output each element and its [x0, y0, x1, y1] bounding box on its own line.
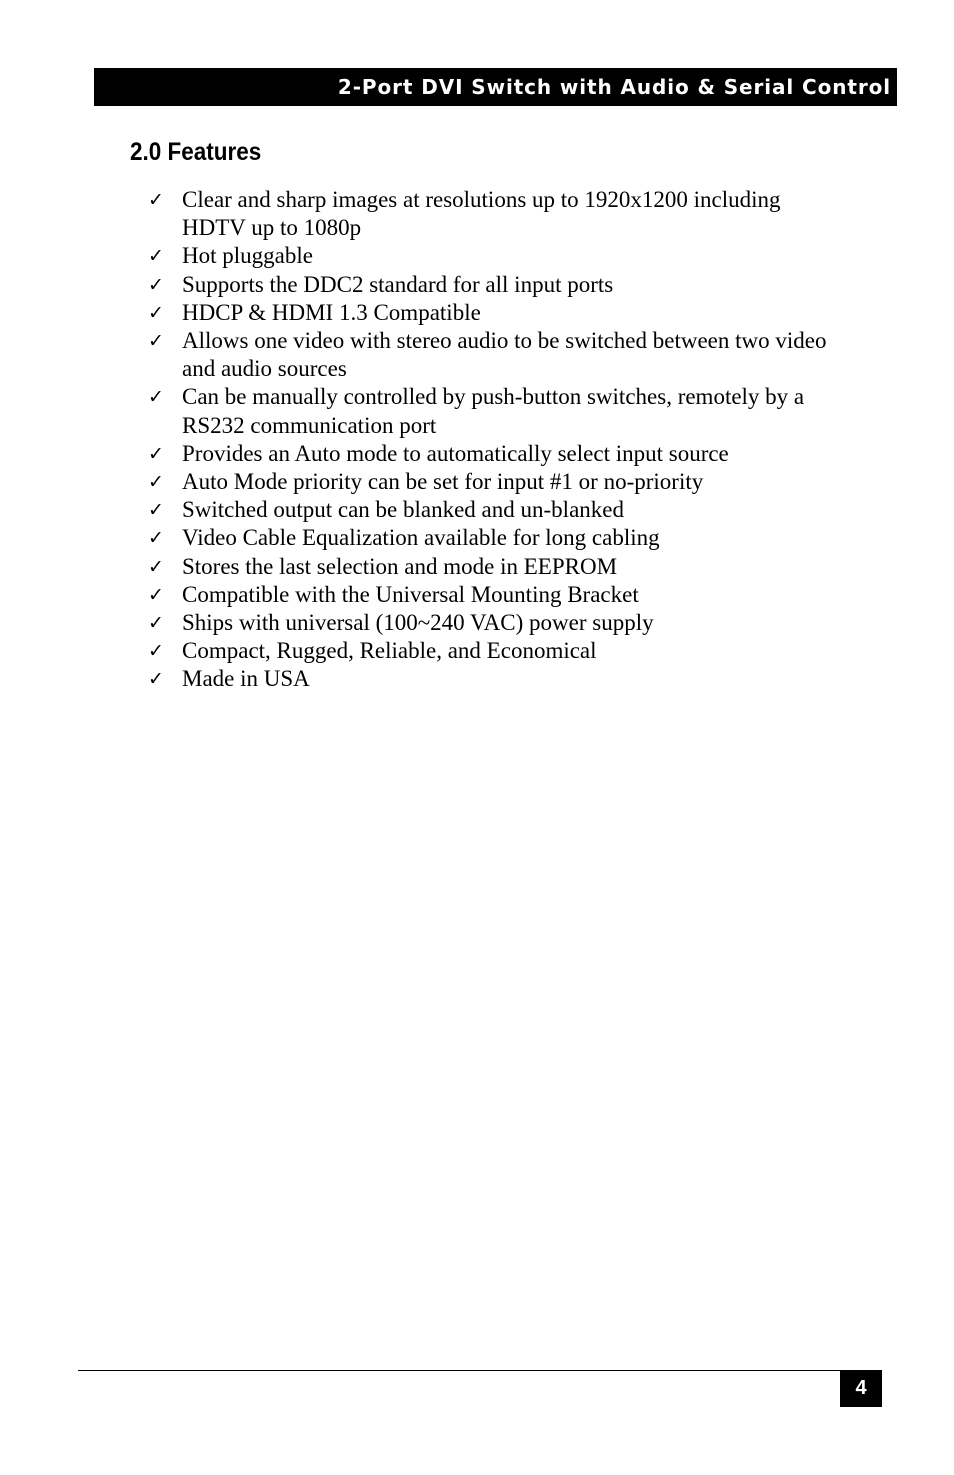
header-title: 2-Port DVI Switch with Audio & Serial Control: [337, 75, 891, 99]
feature-text: Hot pluggable: [182, 243, 313, 269]
checkmark-icon: ✓: [148, 555, 164, 578]
feature-item: [148, 327, 848, 383]
page-number-box: [840, 1370, 882, 1407]
checkmark-icon: ✓: [148, 330, 164, 353]
checkmark-icon: ✓: [148, 499, 164, 522]
feature-item: [148, 524, 848, 552]
feature-text: Compatible with the Universal Mounting Bracket: [182, 581, 639, 607]
checkmark-icon: ✓: [148, 386, 164, 409]
feature-text: Clear and sharp images at resolutions up to 1920x1200 including HDTV up to 1080p: [182, 187, 781, 241]
feature-item: [148, 553, 848, 581]
feature-item: [148, 186, 848, 242]
feature-text: Switched output can be blanked and un-blanked: [182, 497, 624, 523]
checkmark-icon: ✓: [148, 189, 164, 211]
feature-item: [148, 609, 848, 637]
checkmark-icon: ✓: [148, 612, 164, 635]
feature-item: [148, 299, 848, 327]
feature-item: [148, 496, 848, 524]
feature-text: Can be manually controlled by push-button switches, remotely by a RS232 communication port: [182, 384, 805, 438]
checkmark-icon: ✓: [148, 640, 164, 663]
feature-item: [148, 383, 848, 439]
checkmark-icon: ✓: [148, 301, 164, 324]
feature-item: [148, 242, 848, 270]
feature-text: Supports the DDC2 standard for all input ports: [182, 271, 614, 297]
feature-text: Stores the last selection and mode in EEPROM: [182, 553, 618, 579]
feature-item: [148, 581, 848, 609]
checkmark-icon: ✓: [148, 273, 164, 296]
feature-text: Video Cable Equalization available for long cabling: [182, 525, 660, 551]
feature-text: Ships with universal (100~240 VAC) power supply: [182, 610, 654, 636]
checkmark-icon: ✓: [148, 245, 164, 268]
section-heading: 2.0 Features: [130, 138, 262, 166]
feature-text: Compact, Rugged, Reliable, and Economical: [182, 638, 597, 664]
feature-list: [148, 186, 848, 694]
feature-text: Provides an Auto mode to automatically select input source: [182, 440, 729, 466]
checkmark-icon: ✓: [148, 442, 164, 465]
feature-item: [148, 468, 848, 496]
checkmark-icon: ✓: [148, 471, 164, 494]
feature-text: Allows one video with stereo audio to be switched between two video and audio sources: [182, 328, 827, 382]
checkmark-icon: ✓: [148, 668, 164, 691]
feature-item: [148, 637, 848, 665]
feature-item: [148, 440, 848, 468]
feature-item: [148, 665, 848, 693]
feature-item: [148, 271, 848, 299]
checkmark-icon: ✓: [148, 527, 164, 550]
checkmark-icon: ✓: [148, 583, 164, 606]
feature-text: Auto Mode priority can be set for input #1 or no-priority: [182, 469, 704, 495]
feature-text: HDCP & HDMI 1.3 Compatible: [182, 299, 481, 325]
page-number: 4: [855, 1377, 867, 1399]
footer-rule: [78, 1370, 880, 1371]
header-bar: [94, 68, 897, 106]
feature-text: Made in USA: [182, 666, 310, 692]
